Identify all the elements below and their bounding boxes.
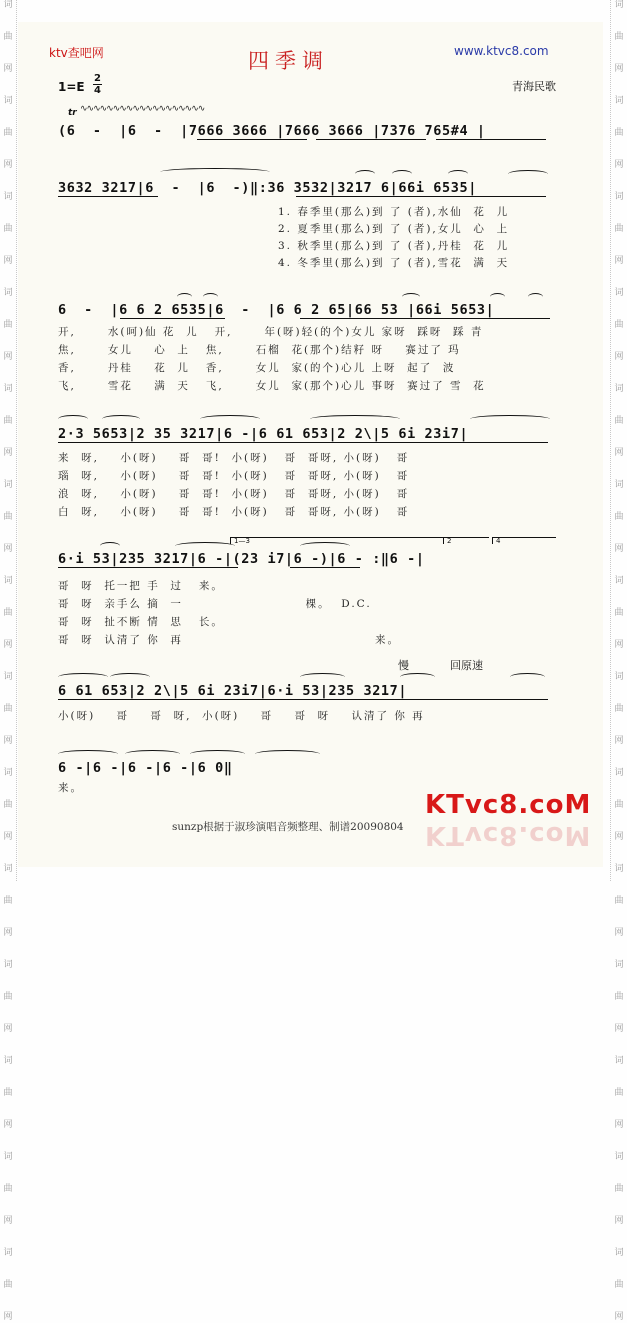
watermark-char: 曲 <box>3 704 13 714</box>
site-name-left[interactable]: ktv查吧网 <box>49 46 104 60</box>
volta-4: 4 <box>492 537 556 544</box>
watermark-char: 词 <box>3 1248 13 1258</box>
watermark-char: 词 <box>614 0 624 10</box>
watermark-char: 曲 <box>614 512 624 522</box>
tie-7c <box>190 750 245 758</box>
slur-3c <box>402 293 420 301</box>
watermark-char: 词 <box>614 384 624 394</box>
watermark-char: 词 <box>614 192 624 202</box>
slur-2c <box>392 170 412 178</box>
watermark-char: 网 <box>3 256 13 266</box>
watermark-char: 词 <box>614 576 624 586</box>
watermark-char: 词 <box>614 1152 624 1162</box>
watermark-char: 网 <box>3 64 13 74</box>
lyrics-5-2: 哥 呀 亲手么 摘 一 棵。 D.C. <box>58 598 372 610</box>
watermark-char: 曲 <box>3 992 13 1002</box>
beam-line-1b <box>316 139 426 140</box>
transcription-credit: sunzp根据于淑珍演唱音频整理、制谱20090804 <box>172 821 404 833</box>
watermark-char: 曲 <box>614 128 624 138</box>
time-sig-top: 2 <box>94 73 101 84</box>
lyrics-4-1: 来 呀, 小(呀) 哥 哥! 小(呀) 哥 哥呀, 小(呀) 哥 <box>58 452 410 464</box>
watermark-char: 网 <box>3 640 13 650</box>
trill-wave: ∿∿∿∿∿∿∿∿∿∿∿∿∿∿∿∿∿∿∿ <box>80 104 205 114</box>
score-line-1: (6 - |6 - |7666 3666 |7666 3666 |7376 765#4 | <box>58 123 486 139</box>
verse-3: 3. 秋季里(那么)到 了 (者),丹桂 花 儿 <box>278 240 510 252</box>
time-sig-bottom: 4 <box>94 85 101 96</box>
watermark-char: 曲 <box>3 896 13 906</box>
watermark-char: 词 <box>614 1056 624 1066</box>
watermark-char: 网 <box>3 1216 13 1226</box>
volta-2: 2 <box>443 537 489 544</box>
watermark-char: 网 <box>3 544 13 554</box>
verse-4: 4. 冬季里(那么)到 了 (者),雪花 满 天 <box>278 257 510 269</box>
watermark-char: 词 <box>3 0 13 10</box>
watermark-char: 网 <box>3 448 13 458</box>
slur-5a <box>100 542 120 550</box>
slur-3d <box>490 293 505 301</box>
watermark-char: 曲 <box>614 32 624 42</box>
lyrics-5-3: 哥 呀 扯不断 情 思 长。 <box>58 616 224 628</box>
watermark-char: 网 <box>614 640 624 650</box>
watermark-char: 词 <box>614 768 624 778</box>
watermark-char: 词 <box>3 1056 13 1066</box>
volta-1-3: 1—3 <box>230 537 444 544</box>
watermark-char: 网 <box>614 1216 624 1226</box>
watermark-char: 词 <box>614 96 624 106</box>
watermark-char: 曲 <box>3 224 13 234</box>
beam-line-2b <box>296 196 546 197</box>
watermark-char: 曲 <box>614 992 624 1002</box>
slur-6d <box>400 673 435 681</box>
tie-7b <box>125 750 180 758</box>
watermark-char: 网 <box>3 1024 13 1034</box>
beam-line-4 <box>58 442 548 443</box>
watermark-char: 网 <box>614 928 624 938</box>
watermark-char: 网 <box>614 256 624 266</box>
watermark-char: 网 <box>614 832 624 842</box>
lyrics-4-3: 浪 呀, 小(呀) 哥 哥! 小(呀) 哥 哥呀, 小(呀) 哥 <box>58 488 410 500</box>
watermark-char: 曲 <box>3 416 13 426</box>
score-line-5: 6·i 53|235 3217|6 -|(23 i7|6 -)|6 - :‖6 -| <box>58 551 425 567</box>
lyrics-3-4: 飞, 雪花 满 天 飞, 女儿 家(那个)心儿 事呀 赛过了 雪 花 <box>58 380 486 392</box>
watermark-char: 曲 <box>614 1184 624 1194</box>
watermark-char: 词 <box>614 288 624 298</box>
watermark-char: 网 <box>614 448 624 458</box>
watermark-char: 曲 <box>3 128 13 138</box>
watermark-char: 词 <box>3 288 13 298</box>
song-origin: 青海民歌 <box>512 80 556 93</box>
tempo-resume: 回原速 <box>450 659 483 672</box>
lyrics-3-1: 开, 水(呵)仙 花 儿 开, 年(呀)轻(的个)女儿 家呀 踩呀 踩 青 <box>58 326 484 338</box>
watermark-char: 曲 <box>614 704 624 714</box>
lyrics-5-4: 哥 呀 认清了 你 再 来。 <box>58 634 401 646</box>
beam-line-3a <box>120 318 225 319</box>
score-line-6: 6 61 653|2 2\|5 6i 23i7|6·i 53|235 3217| <box>58 683 408 699</box>
watermark-char: 网 <box>614 64 624 74</box>
slur-2d <box>448 170 468 178</box>
watermark-char: 曲 <box>3 608 13 618</box>
score-line-3: 6 - |6 6 2 6535|6 - |6 6 2 65|66 53 |66i 5653| <box>58 302 495 318</box>
beam-line-5b <box>290 567 360 568</box>
song-title: 四季调 <box>248 49 329 73</box>
beam-line-3b <box>300 318 550 319</box>
slur-3a <box>177 293 192 301</box>
watermark-char: 词 <box>3 96 13 106</box>
watermark-char: 词 <box>3 864 13 874</box>
lyrics-7: 来。 <box>58 782 83 794</box>
key-signature: 1=E <box>58 80 85 94</box>
beam-line-2a <box>58 196 158 197</box>
beam-line-1c <box>436 139 546 140</box>
watermark-char: 词 <box>3 768 13 778</box>
side-watermark-right <box>610 0 627 1322</box>
watermark-char: 曲 <box>3 800 13 810</box>
slur-6e <box>510 673 545 681</box>
watermark-char: 曲 <box>3 1280 13 1290</box>
watermark-char: 词 <box>614 864 624 874</box>
watermark-char: 词 <box>3 384 13 394</box>
watermark-char: 词 <box>3 480 13 490</box>
slur-2e <box>508 170 548 178</box>
beam-line-5a <box>58 567 238 568</box>
verse-1: 1. 春季里(那么)到 了 (者),水仙 花 儿 <box>278 206 510 218</box>
lyrics-4-2: 瑙 呀, 小(呀) 哥 哥! 小(呀) 哥 哥呀, 小(呀) 哥 <box>58 470 410 482</box>
lyrics-6: 小(呀) 哥 哥 呀, 小(呀) 哥 哥 呀 认清了 你 再 <box>58 710 425 722</box>
watermark-char: 词 <box>3 192 13 202</box>
site-url-right[interactable]: www.ktvc8.com <box>454 44 549 58</box>
watermark-char: 词 <box>3 960 13 970</box>
watermark-char: 词 <box>614 960 624 970</box>
watermark-char: 曲 <box>614 1280 624 1290</box>
watermark-char: 网 <box>3 1312 13 1322</box>
watermark-char: 网 <box>614 1312 624 1322</box>
watermark-char: 网 <box>3 352 13 362</box>
watermark-char: 曲 <box>614 800 624 810</box>
score-page <box>18 22 603 867</box>
lyrics-4-4: 白 呀, 小(呀) 哥 哥! 小(呀) 哥 哥呀, 小(呀) 哥 <box>58 506 410 518</box>
watermark-char: 曲 <box>614 1088 624 1098</box>
beam-line-1a <box>197 139 307 140</box>
tie-7d <box>255 750 320 758</box>
slur-6c <box>300 673 345 681</box>
watermark-char: 词 <box>3 1152 13 1162</box>
watermark-char: 曲 <box>3 512 13 522</box>
watermark-char: 网 <box>3 928 13 938</box>
side-watermark-left <box>0 0 17 1322</box>
watermark-char: 网 <box>614 736 624 746</box>
watermark-char: 词 <box>3 576 13 586</box>
tie-7a <box>58 750 118 758</box>
tempo-slow: 慢 <box>398 659 409 672</box>
watermark-char: 网 <box>614 352 624 362</box>
tie-slur-2a <box>160 168 270 176</box>
watermark-char: 曲 <box>614 416 624 426</box>
trill-mark: tr <box>68 108 77 118</box>
slur-4b <box>102 415 140 423</box>
slur-4a <box>58 415 88 423</box>
beam-line-6 <box>58 699 548 700</box>
score-line-7: 6 -|6 -|6 -|6 -|6 0‖ <box>58 760 233 776</box>
watermark-char: 词 <box>614 480 624 490</box>
lyrics-3-2: 焦, 女儿 心 上 焦, 石榴 花(那个)结籽 呀 赛过了 玛 <box>58 344 461 356</box>
watermark-char: 网 <box>3 1120 13 1130</box>
slur-6a <box>58 673 108 681</box>
slur-5b <box>175 542 235 550</box>
watermark-char: 网 <box>3 832 13 842</box>
score-line-2: 3632 3217|6 - |6 -)‖:36 3532|3217 6|66i 6535| <box>58 180 477 196</box>
score-line-4: 2·3 5653|2 35 3217|6 -|6 61 653|2 2\|5 6i 23i7| <box>58 426 469 442</box>
watermark-char: 网 <box>614 544 624 554</box>
watermark-char: 曲 <box>3 320 13 330</box>
slur-3b <box>203 293 218 301</box>
watermark-char: 网 <box>3 160 13 170</box>
watermark-char: 曲 <box>3 1088 13 1098</box>
slur-4c <box>200 415 260 423</box>
watermark-char: 词 <box>614 672 624 682</box>
watermark-char: 网 <box>614 1120 624 1130</box>
watermark-char: 曲 <box>614 608 624 618</box>
time-signature <box>93 73 102 96</box>
lyrics-3-3: 香, 丹桂 花 儿 香, 女儿 家(的个)心儿 上呀 起了 波 <box>58 362 456 374</box>
watermark-char: 曲 <box>614 896 624 906</box>
slur-2b <box>355 170 375 178</box>
watermark-char: 词 <box>614 1248 624 1258</box>
slur-4e <box>470 415 550 423</box>
site-logo-reflection: KTvc8.coM <box>425 820 592 850</box>
watermark-char: 曲 <box>614 224 624 234</box>
verse-2: 2. 夏季里(那么)到 了 (者),女儿 心 上 <box>278 223 510 235</box>
slur-6b <box>110 673 150 681</box>
watermark-char: 网 <box>3 736 13 746</box>
slur-3e <box>528 293 543 301</box>
site-logo: KTvc8.coM <box>425 790 592 820</box>
watermark-char: 网 <box>614 160 624 170</box>
watermark-char: 曲 <box>3 32 13 42</box>
watermark-char: 曲 <box>3 1184 13 1194</box>
slur-4d <box>310 415 400 423</box>
lyrics-5-1: 哥 呀 托一把 手 过 来。 <box>58 580 224 592</box>
watermark-char: 网 <box>614 1024 624 1034</box>
watermark-char: 词 <box>3 672 13 682</box>
slur-5c <box>300 542 350 550</box>
watermark-char: 曲 <box>614 320 624 330</box>
